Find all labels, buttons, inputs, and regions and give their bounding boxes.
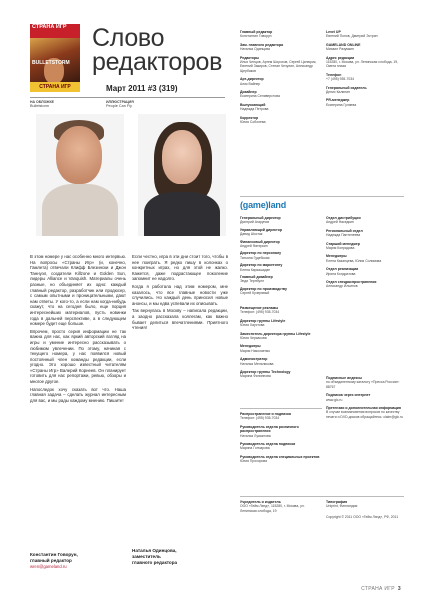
gameland-logo: (game)land [240, 200, 287, 210]
entry-text: Надежда Петрова [240, 107, 269, 112]
staff-entry [240, 263, 322, 272]
entry-head: Руководитель отдела специальных проектов [240, 454, 320, 459]
entry-head: Генеральный издатель [326, 85, 367, 90]
magazine-cover-thumbnail [30, 24, 80, 92]
cover-credit-1 [30, 100, 54, 108]
special-entry [326, 229, 404, 238]
footer-label: СТРАНА ИГР [361, 586, 395, 592]
paragraph: Впрочем, просто серия информации не так важна для нас, как яркий авторский взгляд на игры и умение интересно рассказывать о любимом увлечении. По этому, начиная с текущего номера, у нас появился новый постоянный член команды редакции, если угодно. Это хорошо известный читателям «Страны Игр» Валерий Корнеев. Он планирует готовить для нас репортажи, ревью, обзоры и многое другое. [30, 328, 126, 385]
masthead-entry [326, 56, 404, 69]
author-role: заместитель [132, 553, 161, 559]
masthead-entry [240, 56, 322, 74]
cover-game-title: BULLETSTORM [32, 60, 70, 66]
special-entry [326, 267, 404, 276]
entry-head: Руководитель отдела подписки [240, 442, 296, 447]
credit-head: ИЛЛЮСТРАЦИЯ [106, 100, 134, 104]
page-footer [361, 586, 401, 592]
photo-shoulders [144, 192, 220, 236]
entry-head: Директор группы Technology [240, 370, 291, 375]
author-name: Константин Говорун, [30, 552, 78, 557]
entry-text: 115280, г. Москва, ул. Ленинская слобода, 19, Омега плаза [326, 60, 399, 69]
masthead-entry [240, 30, 322, 39]
entry-text: Юлия Прохорова [240, 459, 268, 464]
entry-head: Руководитель отдела розничного распространения [240, 424, 299, 434]
page-title [92, 26, 222, 74]
divider [30, 97, 225, 98]
entry-text: Илья Ченцов, Артем Шорохов, Сергей Цилюрик, Евгений Закиров, Степан Чечулин, Александр Щербаков [240, 60, 317, 73]
printing-section [326, 500, 404, 519]
entry-text: Марина Гончарова [240, 446, 270, 451]
subscription-section [326, 376, 404, 419]
entry-head: Генеральный директор [240, 216, 281, 220]
sub-entry [326, 376, 404, 389]
entry-text: Наталья Одинцова [240, 47, 270, 52]
entry-text: Мария Конрадова [326, 246, 355, 251]
founder-section [240, 500, 322, 513]
entry-text: Телефон: (495) 935-7034 [240, 310, 280, 315]
entry-head: Директор по маркетингу [240, 263, 283, 268]
cover-art [30, 38, 80, 82]
entry-head: Размещение рекламы [240, 306, 279, 310]
author-name: Наталья Одинцова, [132, 548, 177, 553]
photo-face [56, 126, 102, 184]
entry-head: Телефон [326, 72, 342, 77]
entry-text: Надежда Пантелеева [326, 233, 361, 238]
entry-text: Сергей Кучерявый [240, 291, 270, 296]
ads-entry [240, 306, 322, 315]
entry-head: Распространение и подписка [240, 412, 291, 416]
page-title-line2: редакторов [92, 48, 223, 76]
masthead-levelup [326, 30, 404, 107]
ads-entry [240, 344, 322, 353]
paragraph: Так вернулась в Москву – написала редакции, а заодно рассказала коллегам, как важно бывает делиться впечатлениями. Приятного чтения! [132, 308, 228, 331]
entry-head: Дизайнер [240, 90, 257, 95]
entry-text: Екатерина Гуляева [326, 102, 357, 107]
paragraph: Напоследок хочу сказать вот что. Наша главная задача – сделать журнал интересным для вас, и мы рады каждому мнению. Пишите! [30, 386, 126, 403]
editorial-column-right [132, 254, 228, 331]
entry-head: Директор по персоналу [240, 251, 282, 256]
masthead-entry [240, 116, 322, 125]
dist-entry [240, 455, 322, 464]
entry-text: Юлия Соболева [240, 120, 266, 125]
entry-text: Юлия Черкасова [240, 336, 267, 341]
masthead-entry [240, 43, 322, 52]
cover-credit-2 [106, 100, 134, 108]
entry-head: Директор по производству [240, 286, 287, 291]
signature-left [30, 552, 78, 569]
special-entry [326, 242, 404, 251]
cover-brand: СТРАНА ИГР [30, 24, 80, 38]
entry-text: Мария Николаенко [240, 348, 271, 353]
entry-head: Отдел спецраспространения [326, 280, 377, 285]
entry-text: ООО «Гейм Лэнд», 115280, г. Москва, ул. Ленинская слобода, 19 [240, 504, 305, 513]
entry-text[interactable]: www.glc.ru [326, 397, 343, 402]
divider [240, 196, 404, 197]
sub-entry [326, 406, 404, 419]
entry-head: PR-менеджер [326, 98, 350, 103]
entry-head: Главный дизайнер [240, 275, 273, 280]
publisher-staff [240, 216, 322, 296]
entry-text: Дмитрий Агарунов [240, 220, 270, 225]
entry-head: Подписные индексы [326, 376, 363, 380]
paragraph: Когда я работала над этим номером, мне казалось, что все главные новости уже случились. Но каждый день приносил новые анонсы, и мы едва успевали их описывать. [132, 283, 228, 306]
editorial-column-left [30, 254, 126, 403]
masthead-entry [326, 73, 404, 82]
entry-head: Редакторы [240, 55, 260, 60]
sub-entry [326, 393, 404, 402]
ads-entry [240, 332, 322, 341]
distribution-section [240, 412, 322, 464]
entry-text: В случае возникновения вопросов по качеству печати и DVD-дисков обращайтесь: claim@glc.ru [326, 410, 403, 419]
entry-head: Менеджеры [240, 344, 261, 349]
entry-text: Марина Филиппова [240, 374, 271, 379]
entry-text: Ирина Кондратова [326, 271, 356, 276]
advertising-section [240, 306, 322, 379]
cover-bottom-band: СТРАНА ИГР [30, 82, 80, 92]
staff-entry [240, 240, 322, 249]
editor-photo-female [138, 114, 226, 236]
masthead-entry [240, 90, 322, 99]
issue-label: Март 2011 #3 (319) [106, 84, 178, 93]
credit-value: Bulletstorm [30, 104, 49, 108]
masthead-entry [326, 43, 404, 52]
entry-head: Заместитель директора группы Lifestyle [240, 331, 311, 336]
entry-head: Главный редактор [240, 30, 273, 34]
staff-entry [240, 216, 322, 225]
masthead-entry [326, 86, 404, 95]
ads-entry [240, 357, 322, 366]
entry-head: Претензии и дополнительная информация [326, 406, 401, 411]
entry-text: +7 (495) 935-7034 [326, 77, 354, 82]
entry-text: Энди Тернбулл [240, 279, 265, 284]
photo-shoulders [42, 184, 118, 236]
entry-head: Арт-директор [240, 77, 264, 82]
photo-face [162, 130, 202, 184]
special-entry [326, 216, 404, 225]
divider [240, 496, 404, 497]
staff-entry [240, 275, 322, 284]
entry-head: Адрес редакции [326, 55, 355, 60]
entry-text: Давид Шостак [240, 232, 263, 237]
entry-head: Менеджеры [326, 254, 347, 259]
signature-right [132, 548, 177, 565]
entry-head: Типография [326, 500, 348, 504]
masthead-editorial [240, 30, 322, 125]
dist-entry [240, 425, 322, 438]
special-projects-section [326, 216, 404, 289]
entry-text: Евгений Попов, Дмитрий Эстрин [326, 34, 378, 39]
entry-head: GAMELAND ONLINE [326, 42, 361, 47]
staff-entry [240, 251, 322, 260]
paragraph: Если честно, игра в эти дни стоит того, чтобы в нее поиграть. Я редко пишу в колонках о конкретных играх, но для этой не жалко. Кажется, даже подрастающее поколение запомнит ее надолго. [132, 254, 228, 282]
paragraph: В этом номере у нас особенно много интервью. На вопросы «Страны Игр» (и, конечно, Гамлета) отвечали Клифф Блезински и Джон Таннуэл, создатели Killzone и Golden Sun, лидеры Alliance и Vanquish. Материалы очень разные, но объединяет их одно: каждый главный редактор, разработчик или продюсер, с самым опытными и проницательными, дают нам ответы. У кого-то, а если нам когда-нибудь скажут, что на сегодня было, еще порция интереснейших материалов, пусть новинки года в дальней перспективе, а в следующем номере будет еще больше. [30, 254, 126, 327]
entry-head: Выпускающий [240, 102, 266, 107]
entry-head: Региональный отдел [326, 228, 363, 233]
author-role-2: главного редактора [132, 559, 178, 565]
credit-value: People Can Fly [106, 104, 132, 108]
page-number: 3 [397, 586, 401, 592]
staff-entry [240, 287, 322, 296]
page-title-line1: Слово [92, 24, 165, 52]
ads-entry [240, 370, 322, 379]
entry-text: Константин Говорун [240, 34, 272, 39]
entry-head: Отдел дистрибуции [326, 216, 361, 220]
divider [240, 408, 322, 409]
masthead-entry [326, 98, 404, 107]
author-email[interactable]: wren@gameland.ru [30, 563, 67, 569]
author-role: главный редактор [30, 557, 72, 563]
special-entry [326, 280, 404, 289]
entry-head: Старший менеджер [326, 241, 360, 246]
special-entry [326, 254, 404, 263]
dist-entry [240, 412, 322, 421]
copyright-text: Copyright © 2011 ООО «Гейм Лэнд», РФ, 2011 [326, 514, 399, 519]
dist-entry [240, 442, 322, 451]
entry-head: Финансовый директор [240, 239, 280, 244]
entry-text: Андрей Наседкин [326, 220, 354, 225]
entry-head: Управляющий директор [240, 227, 282, 232]
entry-head: Отдел реализации [326, 267, 359, 272]
entry-text: Елена Каркашадзе [240, 267, 271, 272]
entry-text: Алик Вайнер [240, 81, 261, 86]
entry-text: по объединенному каталогу «Пресса России»: 88767 [326, 380, 400, 389]
entry-text: Телефон: (495) 935-7034 [240, 416, 280, 421]
entry-head: Зам. главного редактора [240, 42, 284, 47]
entry-text: Александр Ильинов [326, 284, 358, 289]
entry-text: Наталья Лукьянова [240, 433, 271, 438]
entry-head: Администратор [240, 357, 268, 362]
entry-text: Юлия Хаустова [240, 323, 265, 328]
masthead-entry [326, 30, 404, 39]
entry-head: Учредитель и издатель [240, 500, 281, 504]
entry-text: Екатерина Селиверстова [240, 94, 280, 99]
entry-text: Наталья Мельникова [240, 361, 274, 366]
entry-text: Uniprint, Финляндия [326, 504, 358, 509]
entry-head: Level UP [326, 30, 341, 34]
masthead-entry [240, 103, 322, 112]
entry-head: Корректор [240, 115, 259, 120]
editor-photo-male [36, 114, 124, 236]
masthead-entry [240, 77, 322, 86]
credit-head: НА ОБЛОЖКЕ [30, 100, 54, 104]
entry-text: Михаил Разумкин [326, 47, 354, 52]
entry-head: Подписка через интернет [326, 393, 371, 398]
entry-text: Андрей Фатеркин [240, 244, 268, 249]
entry-head: Директор группы Lifestyle [240, 318, 286, 323]
entry-text: Татьяна Гудебская [240, 255, 270, 260]
entry-text: Денис Калинин [326, 90, 350, 95]
ads-entry [240, 319, 322, 328]
entry-text: Елена Казанцева, Юлия Солимова [326, 258, 382, 263]
staff-entry [240, 228, 322, 237]
